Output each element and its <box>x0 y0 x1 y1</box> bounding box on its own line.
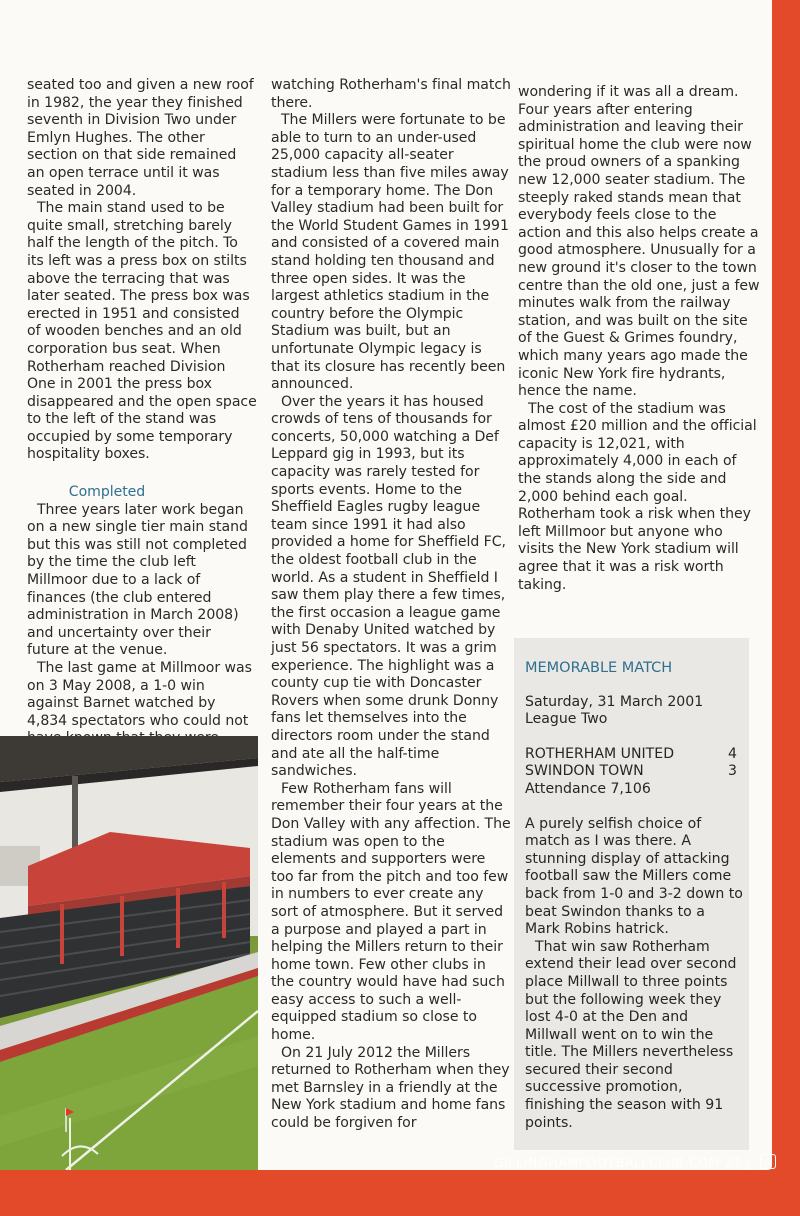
paragraph: The Millers were fortunate to be able to turn to an under-used 25,000 capacity all-seater stadium less than five miles away for a temporary home. The Don Valley stadium had been built for the World Student Games in 1991 and consisted of a covered main stand holding ten thousand and three open sides. It was the largest athletics stadium in the country before the Olympic Stadium was built, but an unfortunate Olympic legacy is that its closure has recently been announced. <box>271 112 509 393</box>
paragraph: The main stand used to be quite small, stretching barely half the length of the pitch. To its left was a press box on stilts above the terracing that was later seated. The press box was erected in 1951 and consisted of wooden benches and an old corporation bus seat. When Rotherham reached Division One in 2001 the press box disappeared and the open space to the left of the stand was occupied by some temporary hospitality boxes. <box>27 200 257 463</box>
paragraph: The cost of the stadium was almost £20 million and the official capacity is 12,021, with approximately 4,000 in each of the stands along the side and 2,000 behind each goal. Rotherham took a risk when they left Millmoor but anyone who visits the New York stadium will agree that it was a risk worth taking. <box>518 400 757 593</box>
page-number: 27 | <box>724 1155 752 1170</box>
match-competition: League Two <box>525 711 608 728</box>
paragraph: Three years later work began on a new single tier main stand but this was still not completed by the time the club left Millmoor due to a lack of finances (the club entered administration in March 2008) and uncertainty over their future at the venue. <box>27 501 248 659</box>
box-title: MEMORABLE MATCH <box>525 660 673 676</box>
stadium-photo <box>0 736 258 1170</box>
memorable-match-box <box>514 638 749 1150</box>
section-subheading: Completed <box>68 484 146 501</box>
attendance: Attendance 7,106 <box>525 780 651 797</box>
paragraph: A purely selfish choice of match as I was there. A stunning display of attacking football saw the Millers come back from 1-0 and 3-2 down to beat Swindon thanks to a Mark Robins hatrick. <box>525 815 743 938</box>
paragraph: wondering if it was all a dream. Four years after entering administration and leaving their spiritual home the club were now the proud owners of a spanking new 12,000 seater stadium. The steeply raked stands mean that everybody feels close to the action and this also helps create a good atmosphere. Unusually for a new ground it's closer to the town centre than the old one, just a few minutes walk from the railway station, and was built on the site of the Guest & Grimes foundry, which many years ago made the iconic New York fire hydrants, hence the name. <box>518 84 760 400</box>
paragraph: Over the years it has housed crowds of tens of thousands for concerts, 50,000 watching a Def Leppard gig in 1993, but its capacity was rarely tested for sports events. Home to the Sheffield Eagles rugby league team since 1991 it had also provided a home for Sheffield FC, the oldest football club in the world. As a student in Sheffield I saw them play there a few times, the first occasion a league game with Denaby United watched by just 56 spectators. It was a grim experience. The highlight was a county cup tie with Doncaster Rovers when some drunk Donny fans let themselves into the directors room under the stand and ate all the half-time sandwiches. <box>271 393 506 780</box>
paragraph: watching Rotherham's final match there. <box>271 77 511 111</box>
paragraph: On 21 July 2012 the Millers returned to Rotherham when they met Barnsley in a friendly at the New York stadium and home fans could be forgiven for <box>271 1044 510 1132</box>
paragraph: seated too and given a new roof in 1982, the year they finished seventh in Division Two under Emlyn Hughes. The other section on that side remained an open terrace until it was seated in 2004. <box>27 77 254 199</box>
home-team: ROTHERHAM UNITED <box>525 745 675 762</box>
paragraph: That win saw Rotherham extend their lead over second place Millwall to three points but the following week they lost 4-0 at the Den and Millwall went on to win the title. The Millers nevertheless secured their second successive promotion, finishing the season with 91 points. <box>525 938 737 1131</box>
page-footer <box>494 1154 794 1170</box>
article-column-3 <box>518 84 763 594</box>
article-column-2 <box>271 77 511 1133</box>
match-date: Saturday, 31 March 2001 <box>525 693 704 710</box>
club-logo-icon <box>760 1154 776 1169</box>
home-score: 4 <box>728 745 737 762</box>
away-team-row <box>525 763 743 781</box>
paragraph: Few Rotherham fans will remember their four years at the Don Valley with any affection. The stadium was open to the elements and supporters were too far from the pitch and too few in numbers to ever create any sort of atmosphere. But it served a purpose and played a part in helping the Millers return to their home town. Few other clubs in the country would have had such easy access to such a well-equipped stadium so close to home. <box>271 780 511 1044</box>
away-team: SWINDON TOWN <box>525 763 644 780</box>
away-score: 3 <box>728 763 737 780</box>
paragraph: The last game at Millmoor was on 3 May 2008, a 1-0 win against Barnet watched by 4,834 spectators who could not <box>27 660 252 729</box>
article-column-1 <box>27 77 257 748</box>
home-team-row <box>525 746 743 764</box>
website-url: GILLINGHAMFOOTBALLCLUB.COM <box>494 1155 721 1170</box>
